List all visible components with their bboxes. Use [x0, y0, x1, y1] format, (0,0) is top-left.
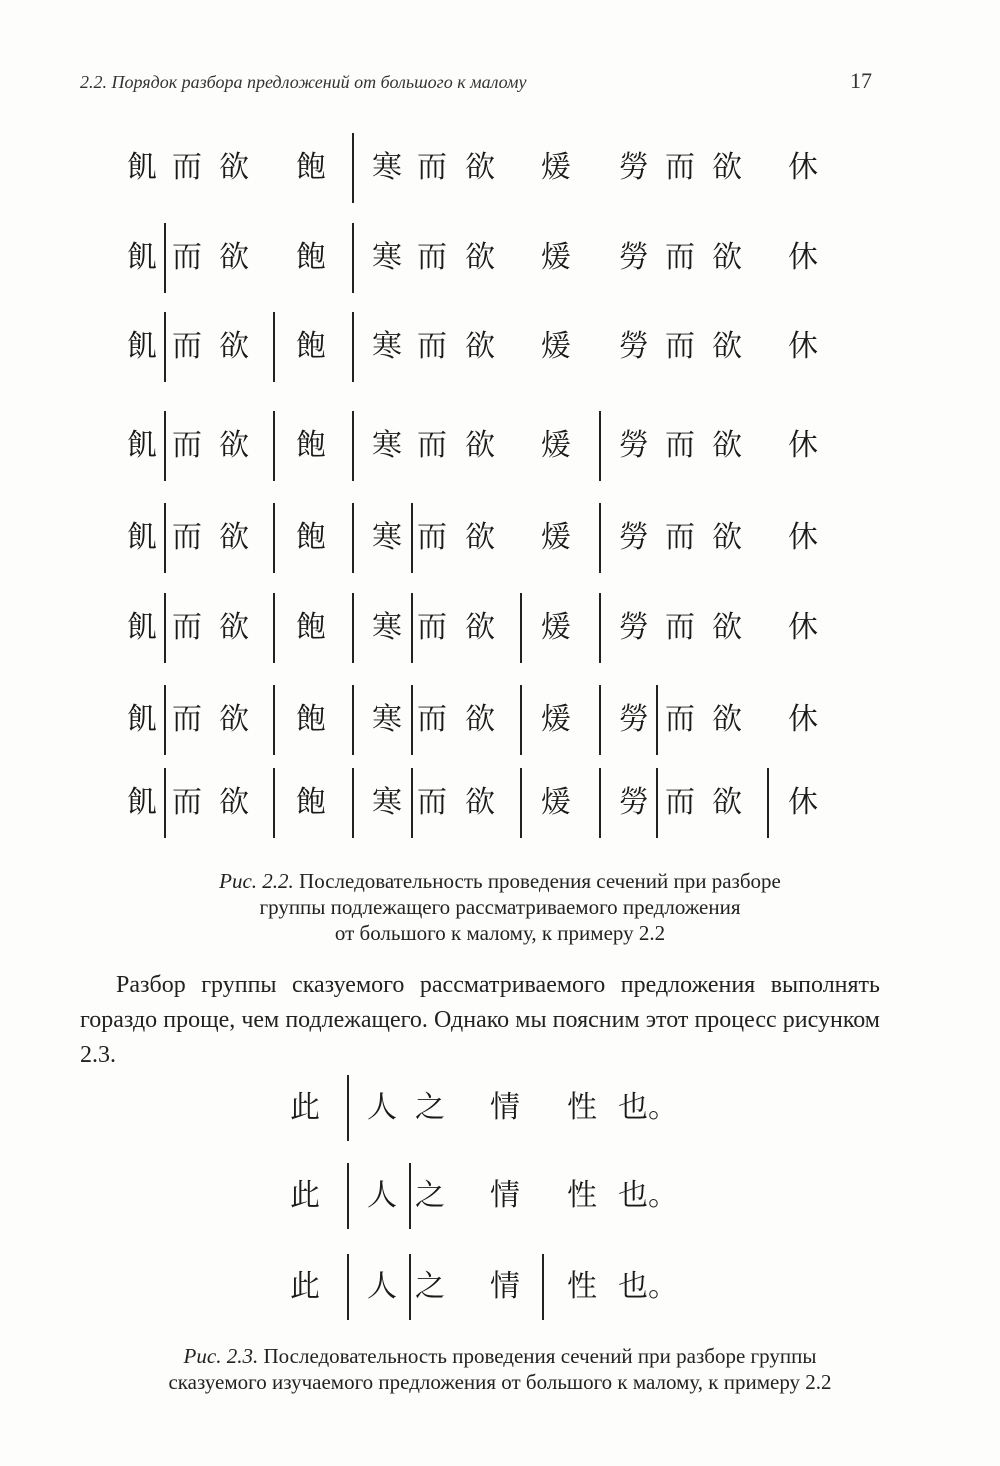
hanzi-character: 而 — [665, 428, 695, 463]
hanzi-character: 而 — [417, 150, 447, 185]
section-cut-line — [409, 1163, 411, 1229]
hanzi-character: 飢 — [127, 240, 157, 275]
hanzi-character: 飢 — [127, 610, 157, 645]
hanzi-character: 之 — [415, 1269, 445, 1304]
caption-line: от большого к малому, к примеру 2.2 — [334, 921, 666, 945]
hanzi-character: 而 — [417, 520, 447, 555]
hanzi-character: 煖 — [541, 240, 571, 275]
page-number: 17 — [850, 68, 872, 93]
hanzi-character: 欲 — [465, 610, 495, 645]
hanzi-character: 煖 — [541, 702, 571, 737]
hanzi-character: 勞 — [619, 610, 649, 645]
hanzi-character: 而 — [172, 428, 202, 463]
hanzi-character: 休 — [788, 520, 818, 555]
hanzi-character: 此 — [290, 1178, 320, 1213]
hanzi-character: 煖 — [541, 520, 571, 555]
section-cut-line — [411, 768, 413, 838]
section-cut-line — [352, 411, 354, 481]
section-cut-line — [273, 685, 275, 755]
section-cut-line — [273, 768, 275, 838]
hanzi-character: 欲 — [465, 329, 495, 364]
caption-line: сказуемого изучаемого предложения от большого к малому, к примеру 2.2 — [168, 1370, 832, 1394]
figure-2-2-caption — [0, 868, 1000, 946]
hanzi-character: 勞 — [619, 785, 649, 820]
hanzi-character: 人 — [367, 1178, 397, 1213]
hanzi-character: 寒 — [372, 150, 402, 185]
hanzi-character: 勞 — [619, 240, 649, 275]
hanzi-character: 人 — [367, 1269, 397, 1304]
hanzi-character: 而 — [665, 240, 695, 275]
hanzi-character: 休 — [788, 240, 818, 275]
section-cut-line — [411, 593, 413, 663]
hanzi-character: 而 — [417, 702, 447, 737]
section-cut-line — [599, 503, 601, 573]
section-cut-line — [273, 593, 275, 663]
hanzi-character: 欲 — [712, 702, 742, 737]
body-paragraph: Разбор группы сказуемого рассматриваемого предложения выполнять гораздо проще, чем подлежащего. Однако мы поясним этот процесс рисунком 2.3. — [80, 972, 880, 1068]
hanzi-character: 飽 — [296, 428, 326, 463]
hanzi-character: 欲 — [712, 428, 742, 463]
caption-label: Рис. 2.3. — [183, 1344, 259, 1368]
caption-label: Рис. 2.2. — [219, 869, 294, 893]
section-cut-line — [352, 685, 354, 755]
hanzi-character: 而 — [665, 150, 695, 185]
hanzi-character: 欲 — [219, 610, 249, 645]
section-cut-line — [347, 1254, 349, 1320]
section-cut-line — [599, 411, 601, 481]
hanzi-character: 而 — [172, 785, 202, 820]
section-cut-line — [352, 223, 354, 293]
hanzi-character: 休 — [788, 428, 818, 463]
hanzi-character: 休 — [788, 702, 818, 737]
hanzi-character: 寒 — [372, 329, 402, 364]
hanzi-character: 寒 — [372, 428, 402, 463]
section-cut-line — [352, 133, 354, 203]
section-cut-line — [164, 593, 166, 663]
hanzi-character: 欲 — [465, 150, 495, 185]
hanzi-character: 而 — [172, 610, 202, 645]
hanzi-character: 飽 — [296, 329, 326, 364]
hanzi-character: 飽 — [296, 610, 326, 645]
section-cut-line — [164, 312, 166, 382]
section-cut-line — [599, 685, 601, 755]
hanzi-character: 而 — [172, 240, 202, 275]
hanzi-character: 而 — [417, 610, 447, 645]
section-cut-line — [520, 768, 522, 838]
hanzi-character: 勞 — [619, 428, 649, 463]
hanzi-character: 而 — [417, 240, 447, 275]
hanzi-character: 欲 — [219, 428, 249, 463]
section-cut-line — [520, 593, 522, 663]
hanzi-character: 勞 — [619, 329, 649, 364]
hanzi-character: 煖 — [541, 150, 571, 185]
section-cut-line — [164, 223, 166, 293]
section-cut-line — [411, 503, 413, 573]
hanzi-character: 而 — [665, 329, 695, 364]
hanzi-character: 欲 — [219, 240, 249, 275]
hanzi-character: 欲 — [712, 785, 742, 820]
hanzi-character: 此 — [290, 1269, 320, 1304]
section-cut-line — [164, 411, 166, 481]
hanzi-character: 欲 — [712, 610, 742, 645]
hanzi-character: 休 — [788, 610, 818, 645]
hanzi-character: 寒 — [372, 785, 402, 820]
section-cut-line — [599, 593, 601, 663]
hanzi-character: 性 — [567, 1178, 597, 1213]
hanzi-character: 而 — [665, 610, 695, 645]
hanzi-character: 飢 — [127, 520, 157, 555]
hanzi-character: 之 — [415, 1090, 445, 1125]
hanzi-character: 而 — [417, 785, 447, 820]
hanzi-character: 勞 — [619, 702, 649, 737]
hanzi-character: 飽 — [296, 520, 326, 555]
running-head: 2.2. Порядок разбора предложений от большого к малому — [80, 72, 527, 92]
hanzi-character: 人 — [367, 1090, 397, 1125]
section-cut-line — [599, 768, 601, 838]
hanzi-character: 飢 — [127, 702, 157, 737]
hanzi-character: 休 — [788, 785, 818, 820]
hanzi-character: 而 — [417, 329, 447, 364]
hanzi-character: 欲 — [712, 329, 742, 364]
section-cut-line — [411, 685, 413, 755]
hanzi-character: 勞 — [619, 520, 649, 555]
section-cut-line — [656, 685, 658, 755]
section-cut-line — [520, 685, 522, 755]
section-cut-line — [352, 312, 354, 382]
hanzi-character: 休 — [788, 150, 818, 185]
hanzi-character: 煖 — [541, 610, 571, 645]
section-cut-line — [164, 768, 166, 838]
hanzi-character: 欲 — [219, 785, 249, 820]
hanzi-character: 欲 — [712, 150, 742, 185]
hanzi-character: 欲 — [219, 520, 249, 555]
hanzi-character: 飢 — [127, 329, 157, 364]
hanzi-character: 寒 — [372, 702, 402, 737]
figure-2-3-caption — [0, 1343, 1000, 1395]
hanzi-character: 飢 — [127, 150, 157, 185]
hanzi-character: 性 — [567, 1090, 597, 1125]
hanzi-character: 欲 — [219, 150, 249, 185]
hanzi-character: 而 — [665, 702, 695, 737]
section-cut-line — [409, 1254, 411, 1320]
hanzi-character: 欲 — [465, 785, 495, 820]
hanzi-character: 寒 — [372, 520, 402, 555]
hanzi-character: 飢 — [127, 785, 157, 820]
hanzi-character: 也。 — [618, 1090, 678, 1125]
hanzi-character: 欲 — [465, 428, 495, 463]
hanzi-character: 飽 — [296, 785, 326, 820]
hanzi-character: 寒 — [372, 240, 402, 275]
section-cut-line — [347, 1075, 349, 1141]
hanzi-character: 休 — [788, 329, 818, 364]
caption-line: группы подлежащего рассматриваемого предложения — [259, 895, 741, 919]
hanzi-character: 而 — [172, 150, 202, 185]
section-cut-line — [347, 1163, 349, 1229]
section-cut-line — [273, 503, 275, 573]
hanzi-character: 煖 — [541, 329, 571, 364]
caption-line: Последовательность проведения сечений при разборе группы — [263, 1344, 817, 1368]
section-cut-line — [352, 503, 354, 573]
caption-line: Последовательность проведения сечений при разборе — [299, 869, 781, 893]
section-cut-line — [273, 411, 275, 481]
section-cut-line — [352, 593, 354, 663]
hanzi-character: 而 — [665, 520, 695, 555]
hanzi-character: 欲 — [465, 702, 495, 737]
hanzi-character: 勞 — [619, 150, 649, 185]
section-cut-line — [352, 768, 354, 838]
hanzi-character: 欲 — [219, 702, 249, 737]
hanzi-character: 之 — [415, 1178, 445, 1213]
hanzi-character: 欲 — [465, 520, 495, 555]
section-cut-line — [542, 1254, 544, 1320]
hanzi-character: 性 — [567, 1269, 597, 1304]
hanzi-character: 煖 — [541, 428, 571, 463]
hanzi-character: 而 — [172, 520, 202, 555]
section-cut-line — [164, 503, 166, 573]
hanzi-character: 煖 — [541, 785, 571, 820]
hanzi-character: 欲 — [465, 240, 495, 275]
hanzi-character: 飽 — [296, 240, 326, 275]
hanzi-character: 情 — [490, 1269, 520, 1304]
hanzi-character: 而 — [172, 702, 202, 737]
hanzi-character: 寒 — [372, 610, 402, 645]
hanzi-character: 也。 — [618, 1178, 678, 1213]
section-cut-line — [164, 685, 166, 755]
hanzi-character: 飽 — [296, 702, 326, 737]
hanzi-character: 飢 — [127, 428, 157, 463]
hanzi-character: 欲 — [712, 240, 742, 275]
hanzi-character: 情 — [490, 1178, 520, 1213]
hanzi-character: 而 — [417, 428, 447, 463]
section-cut-line — [273, 312, 275, 382]
hanzi-character: 欲 — [219, 329, 249, 364]
section-cut-line — [767, 768, 769, 838]
hanzi-character: 欲 — [712, 520, 742, 555]
hanzi-character: 此 — [290, 1090, 320, 1125]
hanzi-character: 而 — [172, 329, 202, 364]
hanzi-character: 情 — [490, 1090, 520, 1125]
hanzi-character: 而 — [665, 785, 695, 820]
hanzi-character: 飽 — [296, 150, 326, 185]
hanzi-character: 也。 — [618, 1269, 678, 1304]
section-cut-line — [656, 768, 658, 838]
